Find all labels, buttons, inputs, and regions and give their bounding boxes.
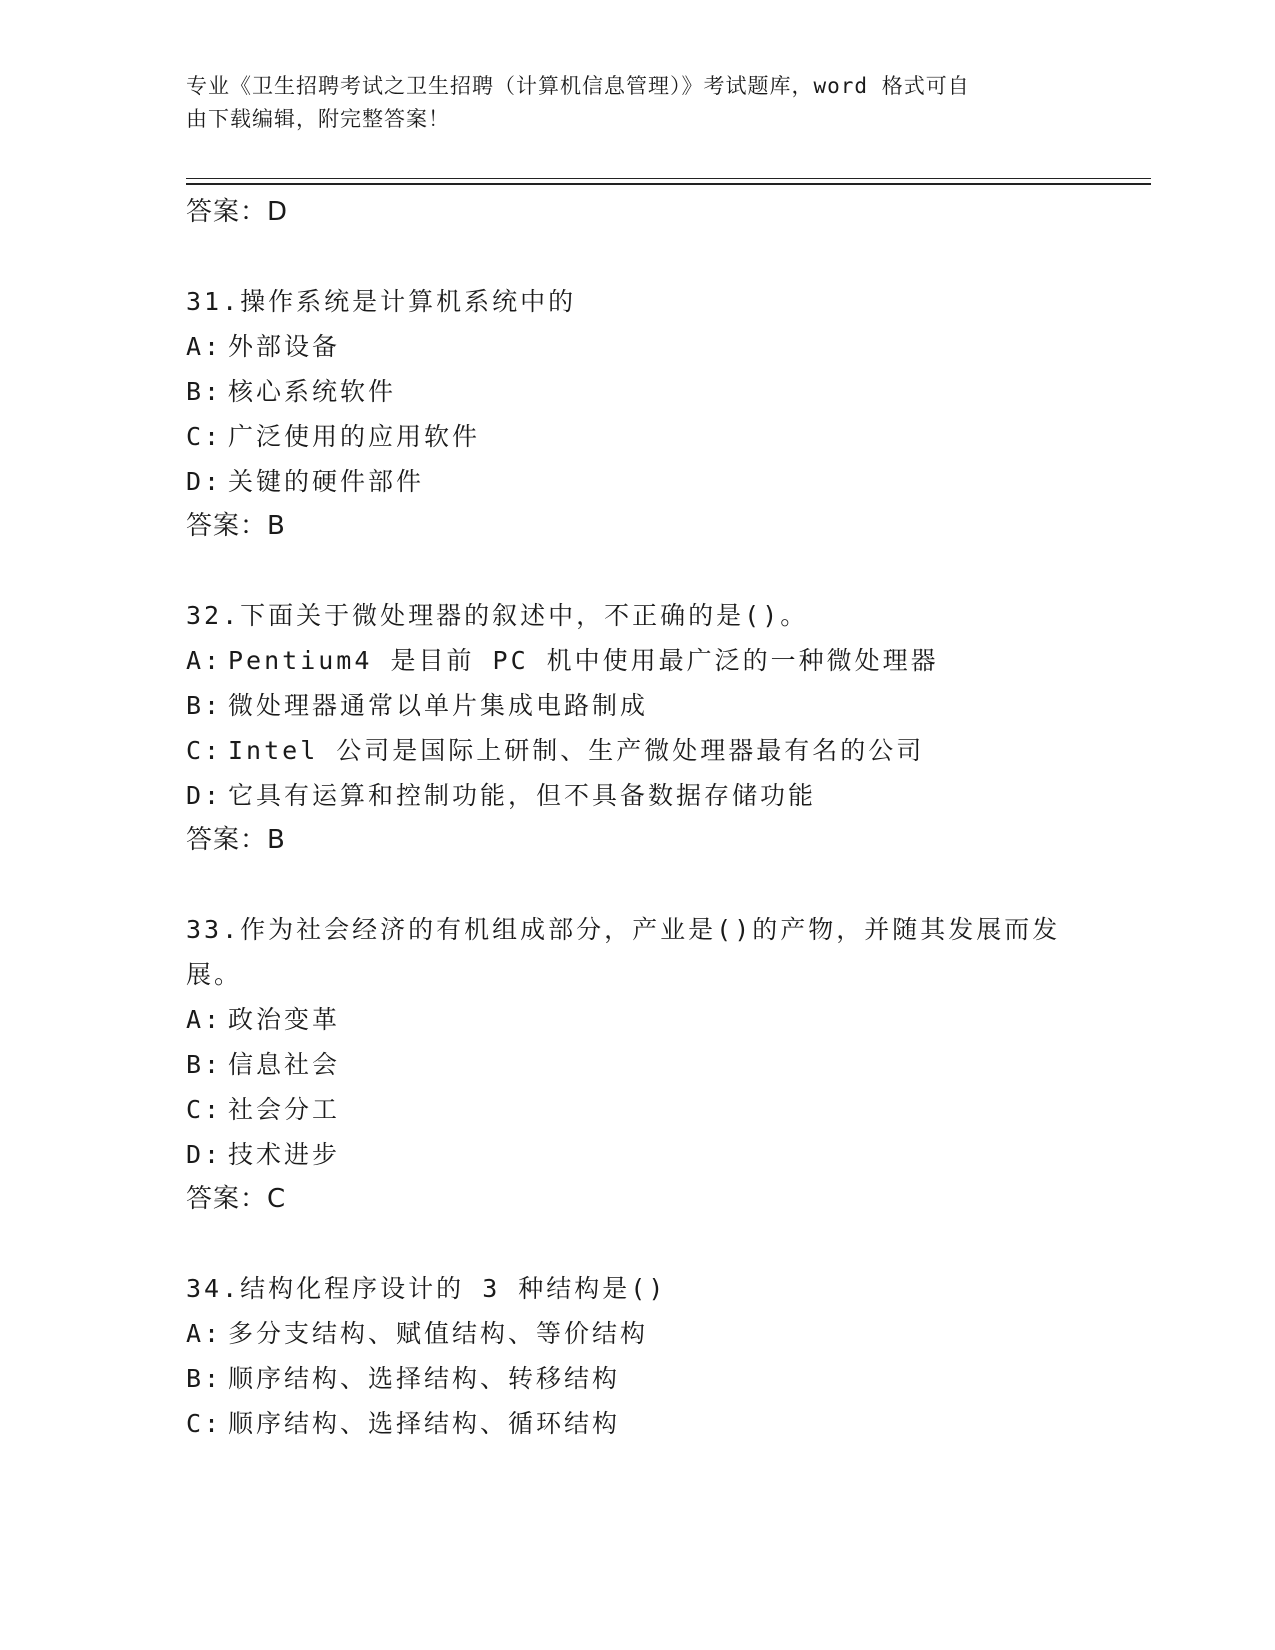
option-c [186,728,1086,773]
option-c [186,1087,1086,1132]
answer: 答案：B [186,825,286,855]
option-text: 社会分工 [228,1095,341,1124]
option-a [186,638,1086,683]
question-number: 31. [186,287,241,316]
document-header [186,70,1066,136]
option-a [186,324,1086,369]
option-text: 它具有运算和控制功能，但不具备数据存储功能 [228,781,817,810]
option-letter: C: [186,1409,223,1438]
option-letter: B: [186,1050,223,1079]
option-b [186,683,1086,728]
question-33 [186,907,1086,1222]
option-b [186,1042,1086,1087]
option-text: Pentium4 是目前 PC 机中使用最广泛的一种微处理器 [228,646,939,675]
option-text: 微处理器通常以单片集成电路制成 [228,691,649,720]
question-list [186,190,1086,1446]
option-letter: A: [186,1005,223,1034]
option-text: 顺序结构、选择结构、转移结构 [228,1364,621,1393]
option-c [186,1401,1086,1446]
option-d [186,773,1086,818]
question-34 [186,1266,1086,1446]
option-letter: B: [186,691,223,720]
option-text: 核心系统软件 [228,377,397,406]
option-a [186,997,1086,1042]
option-letter: C: [186,422,223,451]
header-line-1: 专业《卫生招聘考试之卫生招聘（计算机信息管理）》考试题库，word 格式可自 [186,74,970,98]
option-c [186,414,1086,459]
question-number: 33. [186,915,241,944]
option-text: Intel 公司是国际上研制、生产微处理器最有名的公司 [228,736,925,765]
question-text: 下面关于微处理器的叙述中，不正确的是()。 [240,601,809,630]
option-letter: A: [186,332,223,361]
option-letter: B: [186,377,223,406]
spacer [186,549,1086,593]
question-number: 32. [186,601,241,630]
option-letter: C: [186,736,223,765]
option-d [186,459,1086,504]
option-letter: D: [186,467,223,496]
spacer [186,1222,1086,1266]
question-text: 结构化程序设计的 3 种结构是() [240,1274,667,1303]
header-divider-thick [186,183,1151,185]
option-text: 顺序结构、选择结构、循环结构 [228,1409,621,1438]
option-d [186,1132,1086,1177]
option-letter: D: [186,1140,223,1169]
option-a [186,1311,1086,1356]
question-stem [186,593,1086,638]
option-letter: A: [186,1319,223,1348]
option-letter: D: [186,781,223,810]
header-line-2: 由下载编辑，附完整答案！ [186,107,450,131]
spacer [186,235,1086,279]
option-text: 多分支结构、赋值结构、等价结构 [228,1319,649,1348]
option-letter: A: [186,646,223,675]
question-stem [186,279,1086,324]
option-b [186,1356,1086,1401]
answer: 答案：B [186,511,286,541]
question-stem [186,907,1086,997]
answer: 答案：C [186,1184,287,1214]
header-divider-thin [186,178,1151,179]
question-31 [186,279,1086,549]
option-letter: B: [186,1364,223,1393]
question-32 [186,593,1086,863]
option-text: 信息社会 [228,1050,341,1079]
option-text: 技术进步 [228,1140,341,1169]
question-text: 作为社会经济的有机组成部分，产业是()的产物，并随其发展而发展。 [186,915,1061,989]
question-stem [186,1266,1086,1311]
question-number: 34. [186,1274,241,1303]
previous-answer: 答案：D [186,197,289,227]
option-letter: C: [186,1095,223,1124]
question-text: 操作系统是计算机系统中的 [240,287,577,316]
option-text: 外部设备 [228,332,341,361]
option-text: 关键的硬件部件 [228,467,425,496]
option-b [186,369,1086,414]
option-text: 广泛使用的应用软件 [228,422,481,451]
spacer [186,863,1086,907]
option-text: 政治变革 [228,1005,341,1034]
